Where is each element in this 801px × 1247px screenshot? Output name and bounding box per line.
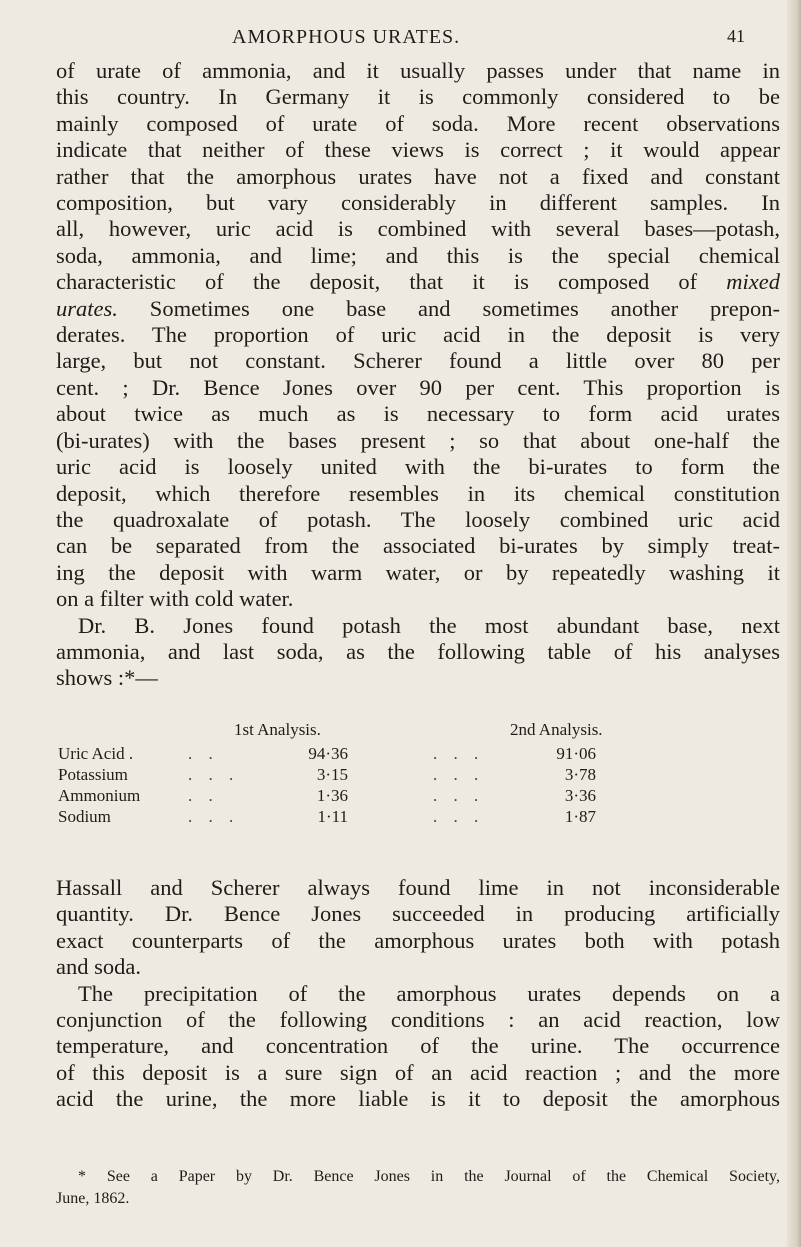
row-label: Potassium — [58, 765, 128, 784]
line: urates. Sometimes one base and sometimes another prepon- — [56, 295, 780, 321]
line: cent. ; Dr. Bence Jones over 90 per cent. This proportion is — [56, 374, 780, 400]
line: composition, but vary considerably in different samples. In — [56, 190, 780, 216]
row-label: Sodium — [58, 807, 111, 826]
value-2nd: 3·36 — [564, 786, 596, 805]
value-1st: 1·36 — [316, 786, 348, 805]
line: temperature, and concentration of the urine. The occurrence — [56, 1033, 780, 1059]
line: of urate of ammonia, and it usually passes under that name in — [56, 58, 780, 83]
line: large, but not constant. Scherer found a little over 80 per — [56, 348, 780, 374]
table-header-2nd: 2nd Analysis. — [510, 720, 603, 739]
line: exact counterparts of the amorphous urates both with potash — [56, 927, 780, 953]
page-number: 41 — [727, 26, 745, 46]
value-1st: 3·15 — [316, 765, 348, 784]
value-2nd: 1·87 — [564, 807, 596, 826]
table-row: Uric Acid . . . 94·36 . . . 91·06 — [58, 744, 596, 763]
table-row: Ammonium . . 1·36 . . . 3·36 — [58, 786, 596, 805]
line: Hassall and Scherer always found lime in not inconsiderable — [56, 875, 780, 900]
line: ing the deposit with warm water, or by repeatedly washing it — [56, 559, 780, 585]
line: derates. The proportion of uric acid in the deposit is very — [56, 322, 780, 348]
line: on a filter with cold water. — [56, 586, 294, 612]
line: uric acid is loosely united with the bi-urates to form the — [56, 454, 780, 480]
line: this country. In Germany it is commonly considered to be — [56, 84, 780, 110]
line: of this deposit is a sure sign of an acid reaction ; and the more — [56, 1059, 780, 1085]
line: and soda. — [56, 954, 141, 980]
line: acid the urine, the more liable is it to deposit the amorphous — [56, 1086, 780, 1112]
line: the quadroxalate of potash. The loosely combined uric acid — [56, 506, 780, 532]
line: soda, ammonia, and lime; and this is the special chemical — [56, 242, 780, 268]
value-2nd: 3·78 — [564, 765, 596, 784]
table-row: Potassium . . . 3·15 . . . 3·78 — [58, 765, 596, 784]
line: indicate that neither of these views is correct ; it would appear — [56, 137, 780, 163]
line: ammonia, and last soda, as the following table of his analyses — [56, 638, 780, 664]
footnote — [56, 1166, 780, 1210]
line: mainly composed of urate of soda. More recent observations — [56, 110, 780, 136]
footnote-line: June, 1862. — [56, 1190, 130, 1207]
line: (bi-urates) with the bases present ; so that about one-half the — [56, 427, 780, 453]
line: Dr. B. Jones found potash the most abundant base, next — [78, 612, 780, 638]
line: can be separated from the associated bi-urates by simply treat- — [56, 533, 780, 559]
line: quantity. Dr. Bence Jones succeeded in producing artificially — [56, 901, 780, 927]
value-1st: 1·11 — [317, 807, 348, 826]
line: about twice as much as is necessary to form acid urates — [56, 401, 780, 427]
line: all, however, uric acid is combined with several bases—potash, — [56, 216, 780, 242]
line: shows :*— — [56, 665, 158, 691]
table-row: Sodium . . . 1·11 . . . 1·87 — [58, 807, 596, 826]
line: conjunction of the following conditions : an acid reaction, low — [56, 1007, 780, 1033]
line: deposit, which therefore resembles in its chemical constitution — [56, 480, 780, 506]
running-title: AMORPHOUS URATES. — [232, 26, 461, 48]
value-1st: 94·36 — [308, 744, 348, 763]
body-text-top — [56, 58, 780, 692]
value-2nd: 91·06 — [556, 744, 596, 763]
line: The precipitation of the amorphous urates depends on a — [78, 980, 780, 1006]
row-label: Uric Acid . — [58, 744, 134, 763]
row-label: Ammonium — [58, 786, 141, 805]
body-text-bottom — [56, 875, 780, 1113]
line: rather that the amorphous urates have not a fixed and constant — [56, 163, 780, 189]
page-edge — [787, 0, 801, 1247]
footnote-line: * See a Paper by Dr. Bence Jones in the Journal of the Chemical Society, — [78, 1168, 780, 1185]
line: characteristic of the deposit, that it is composed of mixed — [56, 269, 780, 295]
table-header-1st: 1st Analysis. — [234, 720, 321, 739]
